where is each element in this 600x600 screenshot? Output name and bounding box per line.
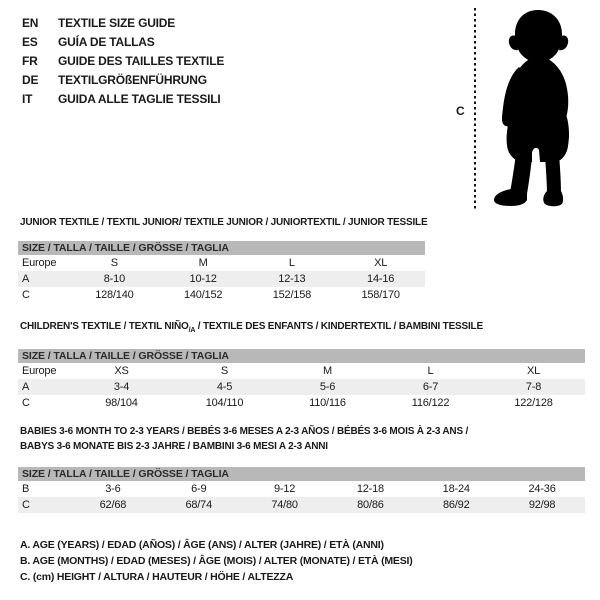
table-row-c <box>18 497 585 513</box>
table-row-europe <box>18 363 585 379</box>
row-label: A <box>22 273 30 285</box>
row-label: C <box>22 397 30 409</box>
size-header-bar: SIZE / TALLA / TAILLE / GRÖSSE / TAGLIA <box>18 241 425 255</box>
title-text: / TEXTILE DES ENFANTS / KINDERTEXTIL / BAMBINI TESSILE <box>195 321 483 332</box>
age-cell: 6-7 <box>422 381 439 393</box>
size-cell: M <box>323 365 332 377</box>
size-cell: XL <box>526 365 541 377</box>
size-cell: L <box>288 257 295 269</box>
language-row-it <box>22 89 224 108</box>
age-cell: 4-5 <box>216 381 233 393</box>
title-line-1: BABIES 3-6 MONTH TO 2-3 YEARS / BEBÉS 3-6 MESES A 2-3 AÑOS / BÉBÉS 3-6 MOIS À 2-3 ANS / <box>20 426 469 437</box>
height-cell: 140/152 <box>183 289 223 301</box>
row-label: C <box>22 499 30 511</box>
age-cell: 8-10 <box>103 273 125 285</box>
height-cell: 158/170 <box>361 289 400 301</box>
age-cell: 12-13 <box>278 273 306 285</box>
size-cell: S <box>110 257 118 269</box>
row-label: C <box>22 289 30 301</box>
table-row-a <box>18 379 585 395</box>
height-cell: 122/128 <box>514 397 553 409</box>
title-subscript: /A <box>188 327 196 334</box>
size-cell: L <box>427 365 434 377</box>
dotted-measure-line <box>474 8 476 210</box>
height-cell: 62/68 <box>99 499 127 511</box>
row-label: A <box>22 381 30 393</box>
height-cell: 110/116 <box>309 397 346 409</box>
children-size-table <box>18 320 585 411</box>
title-text: CHILDREN'S TEXTILE / TEXTIL NIÑO <box>20 321 189 332</box>
age-cell: 3-6 <box>105 483 121 495</box>
language-title: GUÍA DE TALLAS <box>58 34 155 49</box>
language-row-fr <box>22 51 224 70</box>
height-cell: 74/80 <box>271 499 298 511</box>
row-label: Europe <box>22 365 57 377</box>
language-code: IT <box>22 91 33 106</box>
age-cell: 24-36 <box>528 483 556 495</box>
footnote-a: A. AGE (YEARS) / EDAD (AÑOS) / ÂGE (ANS) / ALTER (JAHRE) / ETÀ (ANNI) <box>20 539 384 551</box>
age-cell: 18-24 <box>442 483 470 495</box>
age-cell: 3-4 <box>113 381 130 393</box>
size-cell: XL <box>374 257 388 269</box>
height-cell: 128/140 <box>95 289 134 301</box>
height-cell: 86/92 <box>442 499 470 511</box>
language-title: TEXTILE SIZE GUIDE <box>58 15 176 30</box>
table-row-a <box>18 271 425 287</box>
height-cell: 116/122 <box>411 397 450 409</box>
language-code: DE <box>22 72 39 87</box>
height-cell: 98/104 <box>105 397 138 409</box>
age-cell: 6-9 <box>191 483 207 495</box>
height-cell: 152/158 <box>272 289 312 301</box>
age-cell: 5-6 <box>319 381 336 393</box>
babies-table-title <box>20 424 585 454</box>
size-header-bar: SIZE / TALLA / TAILLE / GRÖSSE / TAGLIA <box>18 349 585 363</box>
age-cell: 7-8 <box>525 381 542 393</box>
baby-silhouette-icon <box>482 4 596 212</box>
language-row-en <box>22 13 224 32</box>
size-cell: XS <box>114 365 129 377</box>
age-cell: 12-18 <box>356 483 384 495</box>
language-code: ES <box>22 34 38 49</box>
title-line-2: BABYS 3-6 MONATE BIS 2-3 JAHRE / BAMBINI 3-6 MESI A 2-3 ANNI <box>20 441 328 452</box>
height-measure-figure <box>450 4 598 214</box>
legend-footnotes <box>20 537 413 585</box>
language-title: GUIDE DES TAILLES TEXTILE <box>58 53 225 68</box>
table-row-b <box>18 481 585 497</box>
row-label: B <box>22 483 30 495</box>
language-title: GUIDA ALLE TAGLIE TESSILI <box>58 91 221 106</box>
footnote-c: C. (cm) HEIGHT / ALTURA / HAUTEUR / HÖHE / ALTEZZA <box>20 571 294 583</box>
language-code: EN <box>22 15 39 30</box>
table-row-europe <box>18 255 425 271</box>
height-cell: 80/86 <box>357 499 384 511</box>
measure-c-label: C <box>456 104 465 118</box>
language-title: TEXTILGRÖßENFÜHRUNG <box>58 72 207 87</box>
age-cell: 14-16 <box>367 273 395 285</box>
row-label: Europe <box>22 257 57 269</box>
language-row-es <box>22 32 224 51</box>
height-cell: 68/74 <box>185 499 212 511</box>
table-row-c <box>18 287 425 303</box>
size-cell: S <box>220 365 229 377</box>
size-header-bar: SIZE / TALLA / TAILLE / GRÖSSE / TAGLIA <box>18 467 585 481</box>
language-code: FR <box>22 53 38 68</box>
height-cell: 104/110 <box>205 397 244 409</box>
language-row-de <box>22 70 224 89</box>
footnote-b: B. AGE (MONTHS) / EDAD (MESES) / ÂGE (MOIS) / ALTER (MONATE) / ETÀ (MESI) <box>20 555 413 567</box>
size-cell: M <box>198 257 208 269</box>
height-cell: 92/98 <box>528 499 556 511</box>
junior-size-table <box>18 216 428 303</box>
babies-size-table <box>18 424 585 513</box>
junior-table-title: JUNIOR TEXTILE / TEXTIL JUNIOR/ TEXTILE JUNIOR / JUNIORTEXTIL / JUNIOR TESSILE <box>20 217 428 228</box>
table-row-c <box>18 395 585 411</box>
children-table-title <box>20 320 585 337</box>
language-list <box>22 13 224 108</box>
age-cell: 9-12 <box>273 483 296 495</box>
age-cell: 10-12 <box>189 273 217 285</box>
